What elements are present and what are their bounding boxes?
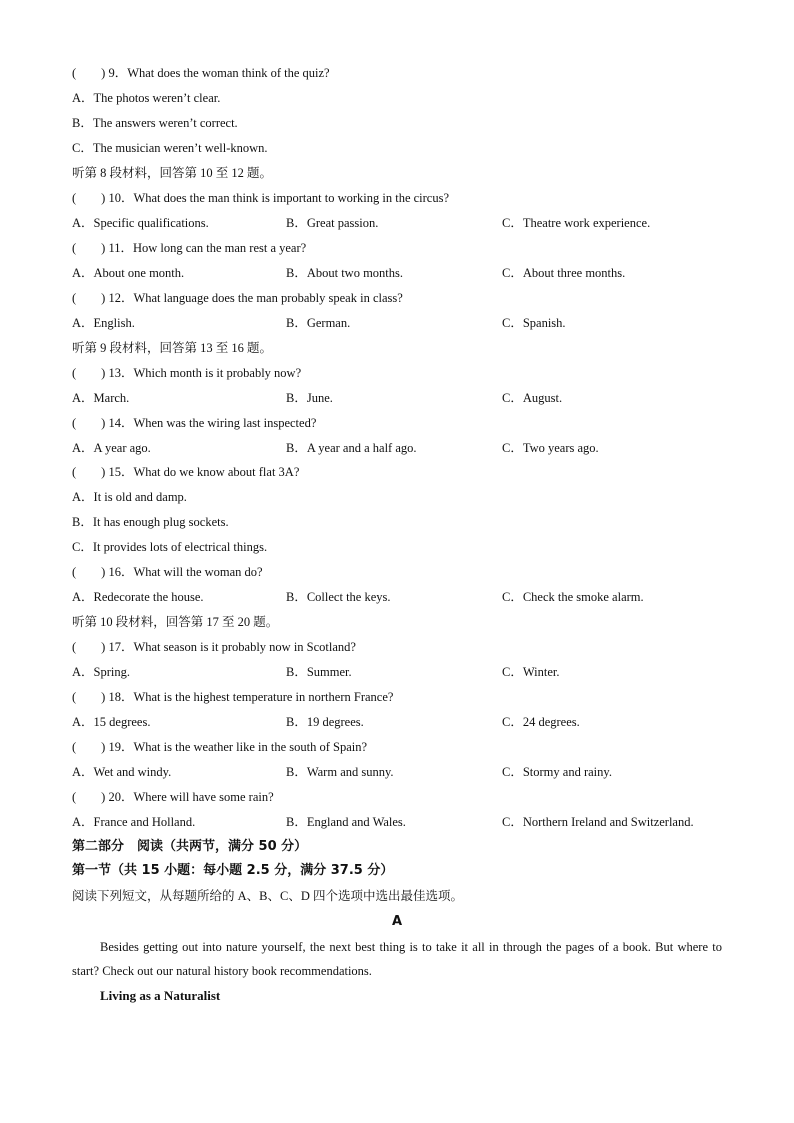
question-9-stem: ( ) 9．What does the woman think of the quiz?: [72, 66, 330, 80]
question-18-option-a: A．15 degrees.: [72, 715, 151, 729]
section-intro-8: 听第 8 段材料，回答第 10 至 12 题。: [72, 166, 273, 180]
question-10-option-b: B．Great passion.: [286, 216, 379, 230]
question-20-option-b: B．England and Wales.: [286, 815, 406, 829]
question-19-stem: ( ) 19．What is the weather like in the south of Spain?: [72, 740, 368, 754]
question-17-option-a: A．Spring.: [72, 665, 130, 679]
question-14-option-b: B．A year and a half ago.: [286, 441, 417, 455]
question-9-option-b: B．The answers weren’t correct.: [72, 116, 238, 130]
question-16-option-c: C．Check the smoke alarm.: [502, 590, 644, 604]
question-12-stem: ( ) 12．What language does the man probably speak in class?: [72, 291, 403, 305]
question-17-option-c: C．Winter.: [502, 665, 560, 679]
question-20-stem: ( ) 20．Where will have some rain?: [72, 790, 274, 804]
question-9-option-a: A．The photos weren’t clear.: [72, 91, 221, 105]
question-18-option-c: C．24 degrees.: [502, 715, 580, 729]
question-17-option-b: B．Summer.: [286, 665, 352, 679]
question-11-stem: ( ) 11．How long can the man rest a year?: [72, 241, 307, 255]
question-15-stem: ( ) 15．What do we know about flat 3A?: [72, 465, 300, 479]
question-13-stem: ( ) 13．Which month is it probably now?: [72, 366, 302, 380]
question-11-option-b: B．About two months.: [286, 266, 404, 280]
part-2-title: 第二部分 阅读（共两节，满分 50 分）: [72, 839, 308, 854]
section-intro-9: 听第 9 段材料，回答第 13 至 16 题。: [72, 341, 273, 355]
question-20-option-c: C．Northern Ireland and Switzerland.: [502, 815, 694, 829]
question-12-option-c: C．Spanish.: [502, 316, 566, 330]
question-13-option-c: C．August.: [502, 391, 563, 405]
question-16-stem: ( ) 16．What will the woman do?: [72, 565, 263, 579]
question-14-stem: ( ) 14．When was the wiring last inspected?: [72, 416, 317, 430]
question-20-option-a: A．France and Holland.: [72, 815, 196, 829]
question-16-option-a: A．Redecorate the house.: [72, 590, 204, 604]
question-10-stem: ( ) 10．What does the man think is important to working in the circus?: [72, 191, 450, 205]
question-12-option-a: A．English.: [72, 316, 135, 330]
reading-instruction: 阅读下列短文，从每题所给的 A、B、C、D 四个选项中选出最佳选项。: [72, 889, 463, 903]
question-10-option-c: C．Theatre work experience.: [502, 216, 651, 230]
question-14-option-c: C．Two years ago.: [502, 441, 599, 455]
question-19-option-c: C．Stormy and rainy.: [502, 765, 612, 779]
question-11-option-a: A．About one month.: [72, 266, 185, 280]
passage-paragraph-1: Besides getting out into nature yourself, the next best thing is to take it all in through the pages of a book. But where to start? Check out our natural history book recommendations.: [72, 940, 722, 978]
question-14-option-a: A．A year ago.: [72, 441, 151, 455]
question-11-option-c: C．About three months.: [502, 266, 626, 280]
question-12-option-b: B．German.: [286, 316, 351, 330]
question-15-option-a: A．It is old and damp.: [72, 490, 187, 504]
question-13-option-a: A．March.: [72, 391, 130, 405]
question-10-option-a: A．Specific qualifications.: [72, 216, 209, 230]
section-intro-10: 听第 10 段材料，回答第 17 至 20 题。: [72, 615, 279, 629]
question-19-option-a: A．Wet and windy.: [72, 765, 172, 779]
question-15-option-b: B．It has enough plug sockets.: [72, 515, 229, 529]
question-17-stem: ( ) 17．What season is it probably now in Scotland?: [72, 640, 356, 654]
question-9-option-c: C．The musician weren’t well-known.: [72, 141, 268, 155]
question-19-option-b: B．Warm and sunny.: [286, 765, 394, 779]
question-16-option-b: B．Collect the keys.: [286, 590, 391, 604]
question-18-stem: ( ) 18．What is the highest temperature in northern France?: [72, 690, 394, 704]
passage-label: A: [391, 914, 403, 929]
section-1-title: 第一节（共 15 小题：每小题 2.5 分，满分 37.5 分）: [72, 863, 394, 878]
question-18-option-b: B．19 degrees.: [286, 715, 364, 729]
passage-subheading: Living as a Naturalist: [100, 988, 221, 1003]
question-13-option-b: B．June.: [286, 391, 333, 405]
question-15-option-c: C．It provides lots of electrical things.: [72, 540, 268, 554]
